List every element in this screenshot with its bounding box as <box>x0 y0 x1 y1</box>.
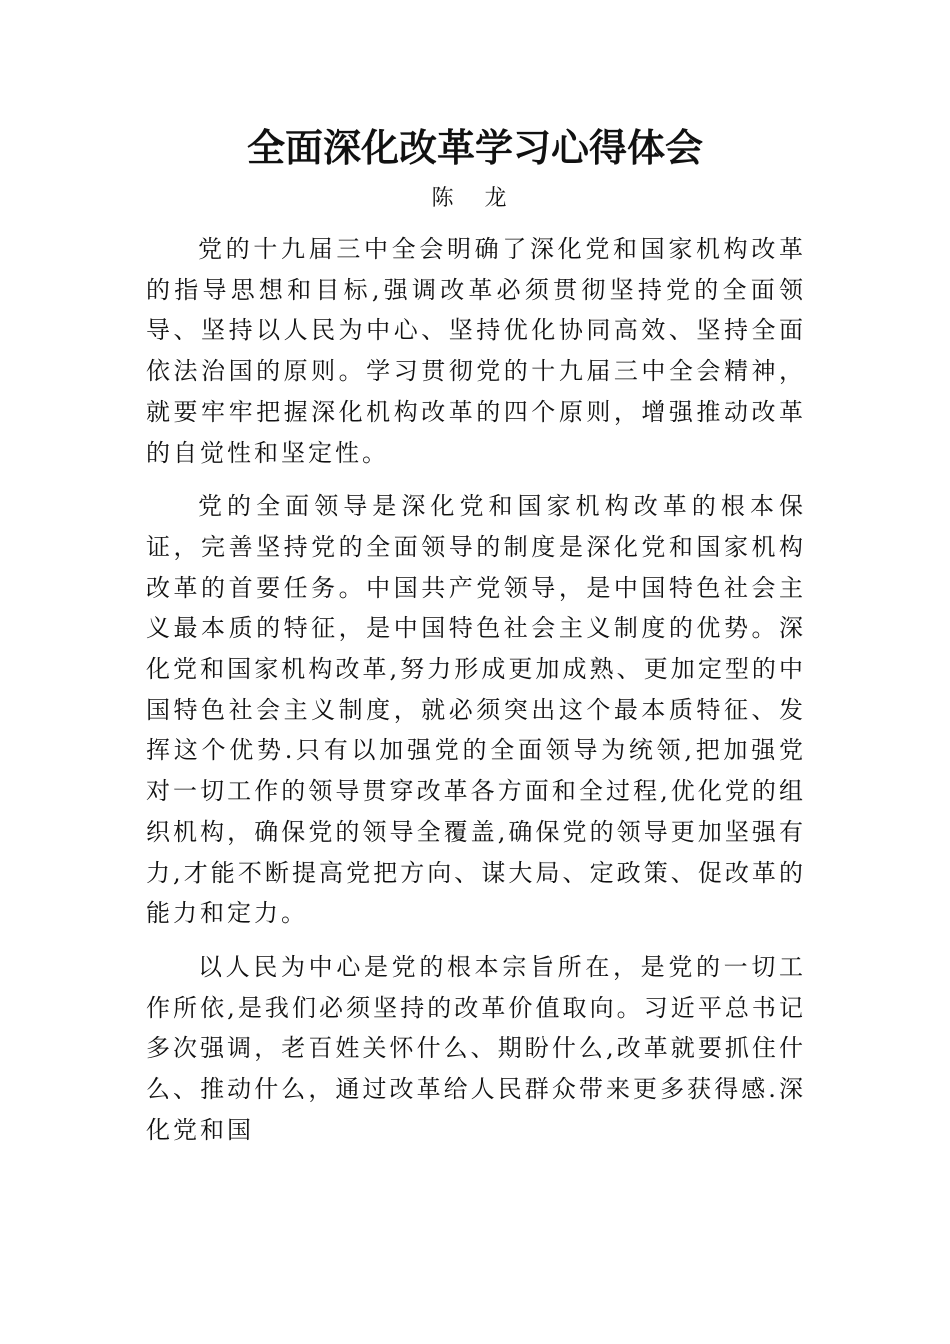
paragraph-3: 以人民为中心是党的根本宗旨所在，是党的一切工作所依,是我们必须坚持的改革价值取向。习近平总书记多次强调，老百姓关怀什么、期盼什么,改革就要抓住什么、推动什么，通过改革给人民群众带来更多获得感.深化党和国 <box>146 952 806 1144</box>
document-author: 陈 龙 <box>431 186 519 211</box>
document-body <box>146 229 806 1163</box>
paragraph-1: 党的十九届三中全会明确了深化党和国家机构改革的指导思想和目标,强调改革必须贯彻坚持党的全面领导、坚持以人民为中心、坚持优化协同高效、坚持全面依法治国的原则。学习贯彻党的十九届三中全会精神，就要牢牢把握深化机构改革的四个原则，增强推动改革的自觉性和坚定性。 <box>146 235 806 467</box>
document-title: 全面深化改革学习心得体会 <box>246 125 703 170</box>
paragraph-2: 党的全面领导是深化党和国家机构改革的根本保证，完善坚持党的全面领导的制度是深化党和国家机构改革的首要任务。中国共产党领导，是中国特色社会主义最本质的特征，是中国特色社会主义制度的优势。深化党和国家机构改革,努力形成更加成熟、更加定型的中国特色社会主义制度，就必须突出这个最本质特征、发挥这个优势.只有以加强党的全面领导为统领,把加强党对一切工作的领导贯穿改革各方面和全过程,优化党的组织机构，确保党的领导全覆盖,确保党的领导更加坚强有力,才能不断提高党把方向、谋大局、定政策、促改革的能力和定力。 <box>146 492 806 928</box>
